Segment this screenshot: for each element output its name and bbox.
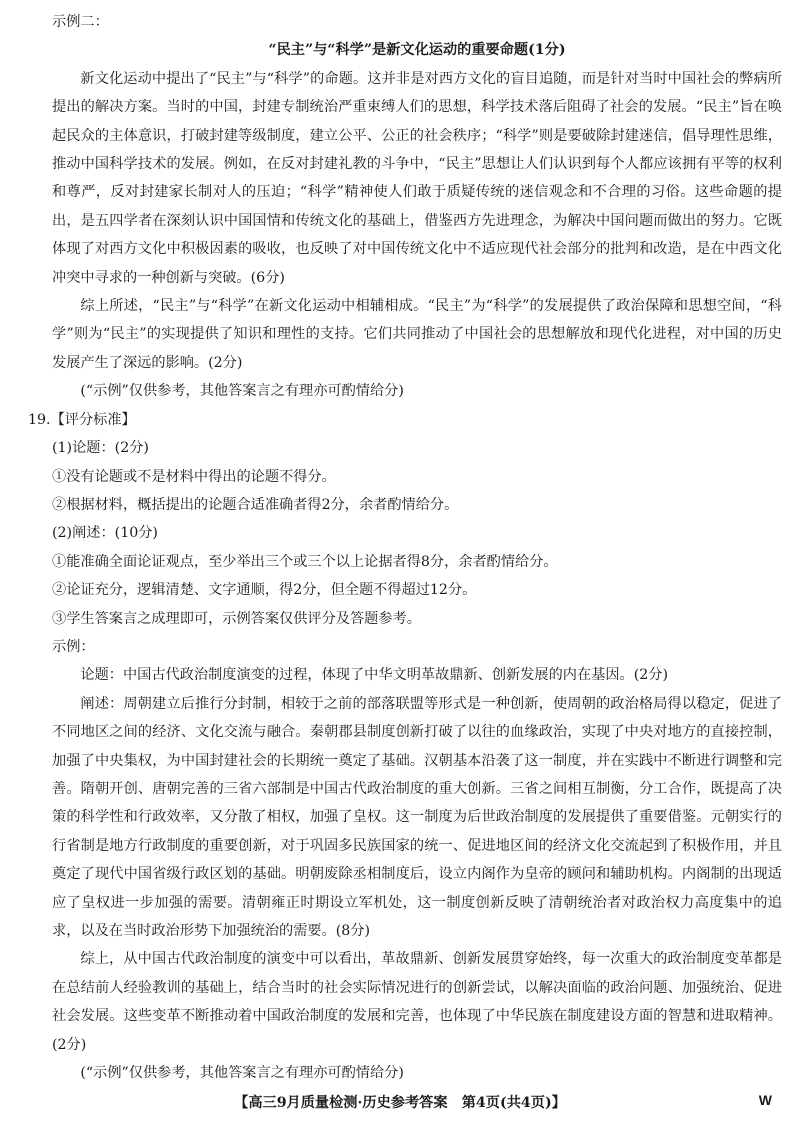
q19-topic-item-1: ①没有论题或不是材料中得出的论题不得分。: [52, 468, 336, 485]
answer-page: [28, 8, 782, 1087]
q19-note: (“示例”仅供参考，其他答案言之有理亦可酌情给分): [80, 1065, 404, 1082]
q19-argue-label: (2)阐述：(10分): [52, 525, 158, 542]
q19-conclusion: 综上，从中国古代政治制度的演变中可以看出，革故鼎新、创新发展贯穿始终，每一次重大的政治制度变革都是在总结前人经验教训的基础上，结合当时的社会实际情况进行的创新尝试，以解决面临的政治问题、加强统治、促进社会发展。这些变革不断推动着中国政治制度的发展和完善，也体现了中华民族在制度建设方面的智慧和进取精神。(2分): [52, 951, 782, 1053]
example2-note: (“示例”仅供参考，其他答案言之有理亦可酌情给分): [80, 383, 404, 400]
page-footer: 【高三9月质量检测·历史参考答案 第4页(共4页)】: [234, 1095, 566, 1111]
example2-title: “民主”与“科学”是新文化运动的重要命题(1分): [268, 42, 566, 59]
example2-paragraph-1: 新文化运动中提出了“民主”与“科学”的命题。这并非是对西方文化的盲目追随，而是针对当时中国社会的弊病所提出的解决方案。当时的中国，封建专制统治严重束缚人们的思想，科学技术落后阻碍了社会的发展。“民主”旨在唤起民众的主体意识，打破封建等级制度，建立公平、公正的社会秩序；“科学”则是要破除封建迷信，倡导理性思维，推动中国科学技术的发展。例如，在反对封建礼教的斗争中，“民主”思想让人们认识到每个人都应该拥有平等的权利和尊严，反对封建家长制对人的压迫；“科学”精神使人们敢于质疑传统的迷信观念和不合理的习俗。这些命题的提出，是五四学者在深刻认识中国国情和传统文化的基础上，借鉴西方先进理念，为解决中国问题而做出的努力。它既体现了对西方文化中积极因素的吸收，也反映了对中国传统文化中不适应现代社会部分的批判和改造，是在中西文化冲突中寻求的一种创新与突破。(6分): [52, 70, 782, 286]
q19-argue-item-1: ①能准确全面论证观点，至少举出三个或三个以上论据者得8分，余者酌情给分。: [52, 553, 558, 570]
q19-elaboration: 阐述：周朝建立后推行分封制，相较于之前的部落联盟等形式是一种创新，使周朝的政治格局得以稳定，促进了不同地区之间的经济、文化交流与融合。秦朝郡县制度创新打破了以往的血缘政治，实现了中央对地方的直接控制，加强了中央集权，为中国封建社会的长期统一奠定了基础。汉朝基本沿袭了这一制度，并在实践中不断进行调整和完善。隋朝开创、唐朝完善的三省六部制是中国古代政治制度的重大创新。三省之间相互制衡，分工合作，既提高了决策的科学性和行政效率，又分散了相权，加强了皇权。这一制度为后世政治制度的发展提供了重要借鉴。元朝实行的行省制是地方行政制度的重要创新，对于巩固多民族国家的统一、促进地区间的经济文化交流起到了积极作用，并且奠定了现代中国省级行政区划的基础。明朝废除丞相制度后，设立内阁作为皇帝的顾问和辅助机构。内阁制的出现适应了皇权进一步加强的需要。清朝雍正时期设立军机处，这一制度创新反映了清朝统治者对政治权力高度集中的追求，以及在当时政治形势下加强统治的需要。(8分): [52, 695, 782, 939]
q19-argue-item-2: ②论证充分，逻辑清楚、文字通顺，得2分，但全题不得超过12分。: [52, 582, 477, 599]
q19-heading: 19.【评分标准】: [28, 411, 136, 428]
example2-paragraph-2: 综上所述，“民主”与“科学”在新文化运动中相辅相成。“民主”为“科学”的发展提供了政治保障和思想空间，“科学”则为“民主”的实现提供了知识和理性的支持。它们共同推动了中国社会的思想解放和现代化进程，对中国的历史发展产生了深远的影响。(2分): [52, 298, 782, 371]
q19-example-label: 示例：: [52, 638, 95, 655]
footer-mark: W: [758, 1092, 772, 1108]
q19-argue-item-3: ③学生答案言之成理即可，示例答案仅供评分及答题参考。: [52, 610, 421, 627]
example2-label: 示例二：: [52, 14, 109, 30]
q19-topic-label: (1)论题：(2分): [52, 440, 149, 457]
q19-topic-item-2: ②根据材料，概括提出的论题合适准确者得2分，余者酌情给分。: [52, 496, 459, 513]
q19-thesis: 论题：中国古代政治制度演变的过程，体现了中华文明革故鼎新、创新发展的内在基因。(2分): [80, 667, 668, 684]
